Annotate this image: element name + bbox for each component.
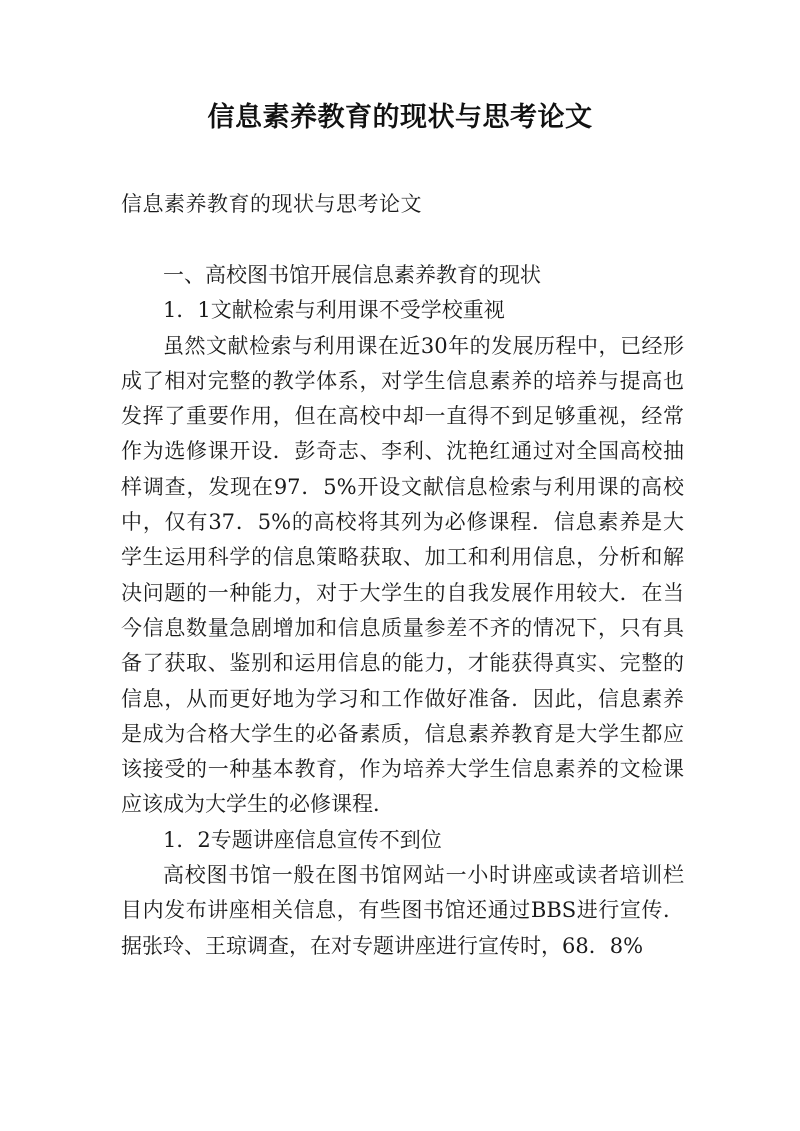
subsection-heading-1-2: 1．2专题讲座信息宣传不到位 [163, 827, 442, 852]
section-heading: 一、高校图书馆开展信息素养教育的现状 [163, 263, 541, 287]
document-body [121, 258, 684, 964]
document-title: 信息素养教育的现状与思考论文 [207, 102, 593, 133]
subsection-heading-1-1: 1．1文献检索与利用课不受学校重视 [163, 298, 505, 323]
paragraph-1-2: 高校图书馆一般在图书馆网站一小时讲座或读者培训栏目内发布讲座相关信息，有些图书馆还通过BBS进行宣传．据张玲、王琼调查，在对专题讲座进行宣传时，68．8% [121, 863, 684, 958]
document-subtitle: 信息素养教育的现状与思考论文 [121, 192, 422, 216]
paragraph-1-1: 虽然文献检索与利用课在近30年的发展历程中，已经形成了相对完整的教学体系，对学生信息素养的培养与提高也发挥了重要作用，但在高校中却一直得不到足够重视，经常作为选修课开设．彭奇志、李利、沈艳红通过对全国高校抽样调查，发现在97．5%开设文献信息检索与利用课的高校中，仅有37．5%的高校将其列为必修课程．信息素养是大学生运用科学的信息策略获取、加工和利用信息，分析和解决问题的一种能力，对于大学生的自我发展作用较大．在当今信息数量急剧增加和信息质量参差不齐的情况下，只有具备了获取、鉴别和运用信息的能力，才能获得真实、完整的信息，从而更好地为学习和工作做好准备．因此，信息素养是成为合格大学生的必备素质，信息素养教育是大学生都应该接受的一种基本教育，作为培养大学生信息素养的文检课应该成为大学生的必修课程． [121, 333, 684, 817]
